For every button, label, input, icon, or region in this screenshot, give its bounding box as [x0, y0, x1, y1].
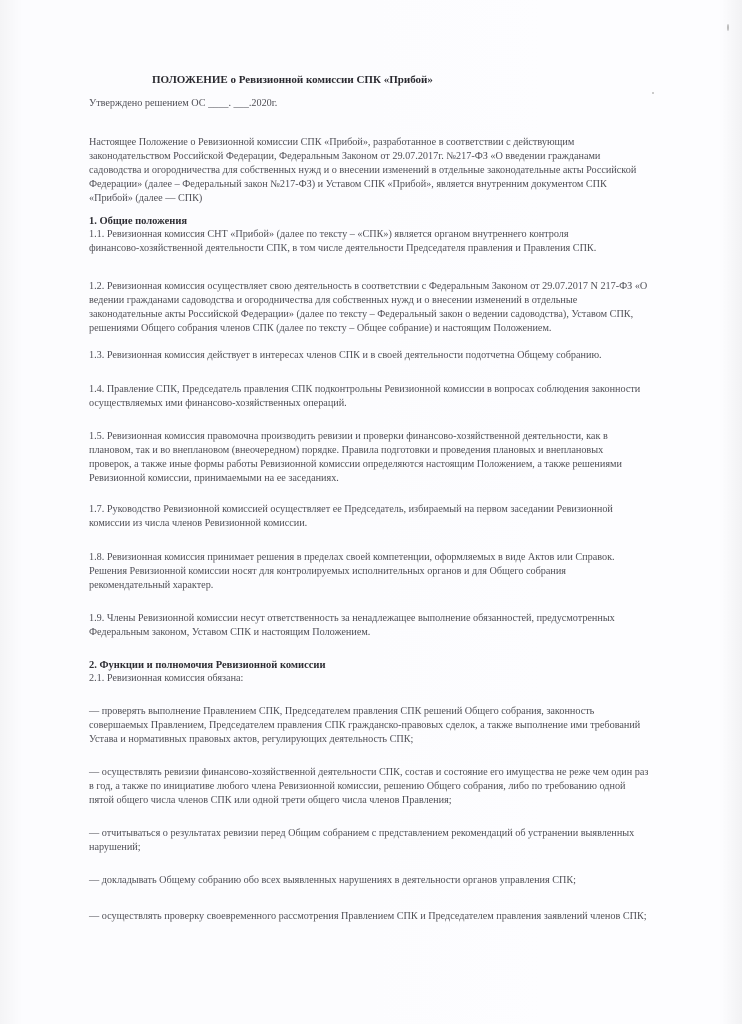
text-line: 1.5. Ревизионная комиссия правомочна производить ревизии и проверки финансово-хозяйственной деятельности, как в	[89, 431, 608, 442]
duty-item	[89, 874, 576, 888]
duty-item	[89, 766, 648, 808]
text-line: решениями Общего собрания членов СПК (далее по тексту – Общее собрание) и настоящим Положением.	[89, 323, 552, 334]
scan-speck	[727, 24, 729, 31]
text-line: 1. Общие положения	[89, 216, 188, 227]
text-line: 2.1. Ревизионная комиссия обязана:	[89, 673, 244, 684]
text-line: ведении гражданами садоводства и огородничества для собственных нужд и о внесении изменений в отдельные	[89, 295, 578, 306]
clause-1-5	[89, 430, 622, 486]
duty-item	[89, 705, 640, 747]
text-line: законодательные акты Российской Федерации» (далее по тексту – Федеральный закон о ведении садоводства), Уставом СПК,	[89, 309, 634, 320]
section-2-heading	[89, 659, 326, 673]
clause-2-1	[89, 672, 243, 686]
text-line: комиссии из числа членов Ревизионной комиссии.	[89, 518, 308, 529]
text-line: 1.8. Ревизионная комиссия принимает решения в пределах своей компетенции, оформляемых в виде Актов или Справок.	[89, 552, 615, 563]
text-line: — осуществлять проверку своевременного рассмотрения Правлением СПК и Председателем правления заявлений членов СПК;	[89, 911, 647, 922]
clause-1-7	[89, 503, 613, 531]
text-line: в год, а также по инициативе любого члена Ревизионной комиссии, решению Общего собрания, либо по требованию одной	[89, 781, 626, 792]
approval-line	[89, 97, 277, 111]
text-line: 1.2. Ревизионная комиссия осуществляет свою деятельность в соответствии с Федеральным Законом от 29.07.2017 N 217-ФЗ «О	[89, 281, 648, 292]
duty-item	[89, 910, 647, 924]
text-line: Решения Ревизионной комиссии носят для контролируемых исполнительных органов и для Общего собрания	[89, 566, 566, 577]
text-line: рекомендательный характер.	[89, 580, 214, 591]
text-line: — отчитываться о результатах ревизии перед Общим собранием с представлением рекомендаций об устранении выявленных	[89, 828, 635, 839]
text-line: 1.1. Ревизионная комиссия СНТ «Прибой» (далее по тексту – «СПК») является органом внутреннего контроля	[89, 229, 569, 240]
clause-1-9	[89, 612, 615, 640]
section-1-heading	[89, 215, 187, 229]
text-line: 1.9. Члены Ревизионной комиссии несут ответственность за ненадлежащее выполнение обязанностей, предусмотренных	[89, 613, 615, 624]
text-line: — проверять выполнение Правлением СПК, Председателем правления СПК решений Общего собрания, законность	[89, 706, 595, 717]
text-line: осуществляемых ими финансово-хозяйственных операций.	[89, 398, 347, 409]
document-title: ПОЛОЖЕНИЕ о Ревизионной комиссии СПК «Прибой»	[152, 74, 433, 86]
scan-speck	[652, 92, 654, 94]
text-line: — осуществлять ревизии финансово-хозяйственной деятельности СПК, состав и состояние его имущества не реже чем один раз	[89, 767, 649, 778]
text-line: 1.4. Правление СПК, Председатель правления СПК подконтрольны Ревизионной комиссии в вопросах соблюдения законности	[89, 384, 641, 395]
text-line: законодательством Российской Федерации, Федеральным Законом от 29.07.2017г. №217-ФЗ «О введении гражданами	[89, 151, 601, 162]
text-line: 1.7. Руководство Ревизионной комиссией осуществляет ее Председатель, избираемый на первом заседании Ревизионной	[89, 504, 613, 515]
text-line: Устава и нормативных правовых актов, регулирующих деятельность СПК;	[89, 734, 414, 745]
text-line: Настоящее Положение о Ревизионной комиссии СПК «Прибой», разработанное в соответствии с действующим	[89, 137, 575, 148]
text-line: финансово-хозяйственной деятельности СПК, в том числе деятельности Председателя правления и Правления СПК.	[89, 243, 597, 254]
text-line: 1.3. Ревизионная комиссия действует в интересах членов СПК и в своей деятельности подотчетна Общему собранию.	[89, 350, 602, 361]
text-line: Федерации» (далее – Федеральный закон №217-ФЗ) и Уставом СПК «Прибой», является внутренним документом СПК	[89, 179, 607, 190]
clause-1-4	[89, 383, 640, 411]
text-line: пятой общего числа членов СПК или одной трети общего числа членов Правления;	[89, 795, 452, 806]
text-line: Утверждено решением ОС ____. ___.2020г.	[89, 98, 278, 109]
preamble	[89, 136, 636, 206]
text-line: плановом, так и во внеплановом (внеочередном) порядке. Правила подготовки и проведения плановых и внеплановых	[89, 445, 604, 456]
clause-1-3	[89, 349, 602, 363]
text-line: садоводства и огородничества для собственных нужд и о внесении изменений в отдельные законодательные акты Российской	[89, 165, 637, 176]
clause-1-2	[89, 280, 647, 336]
text-line: «Прибой» (далее — СПК)	[89, 193, 203, 204]
text-line: Федеральным законом, Уставом СПК и настоящим Положением.	[89, 627, 371, 638]
text-line: проверок, а также иные формы работы Ревизионной комиссии определяются настоящим Положением, а также решениями	[89, 459, 622, 470]
clause-1-1	[89, 228, 596, 256]
text-line: Ревизионной комиссии, принимаемыми на ее заседаниях.	[89, 473, 339, 484]
duty-item	[89, 827, 634, 855]
text-line: совершаемых Правлением, Председателем правления СПК гражданско-правовых сделок, а также выполнение ими требований	[89, 720, 641, 731]
text-line: — докладывать Общему собранию обо всех выявленных нарушениях в деятельности органов управления СПК;	[89, 875, 576, 886]
text-line: нарушений;	[89, 842, 141, 853]
clause-1-8	[89, 551, 615, 593]
text-line: 2. Функции и полномочия Ревизионной комиссии	[89, 660, 326, 671]
